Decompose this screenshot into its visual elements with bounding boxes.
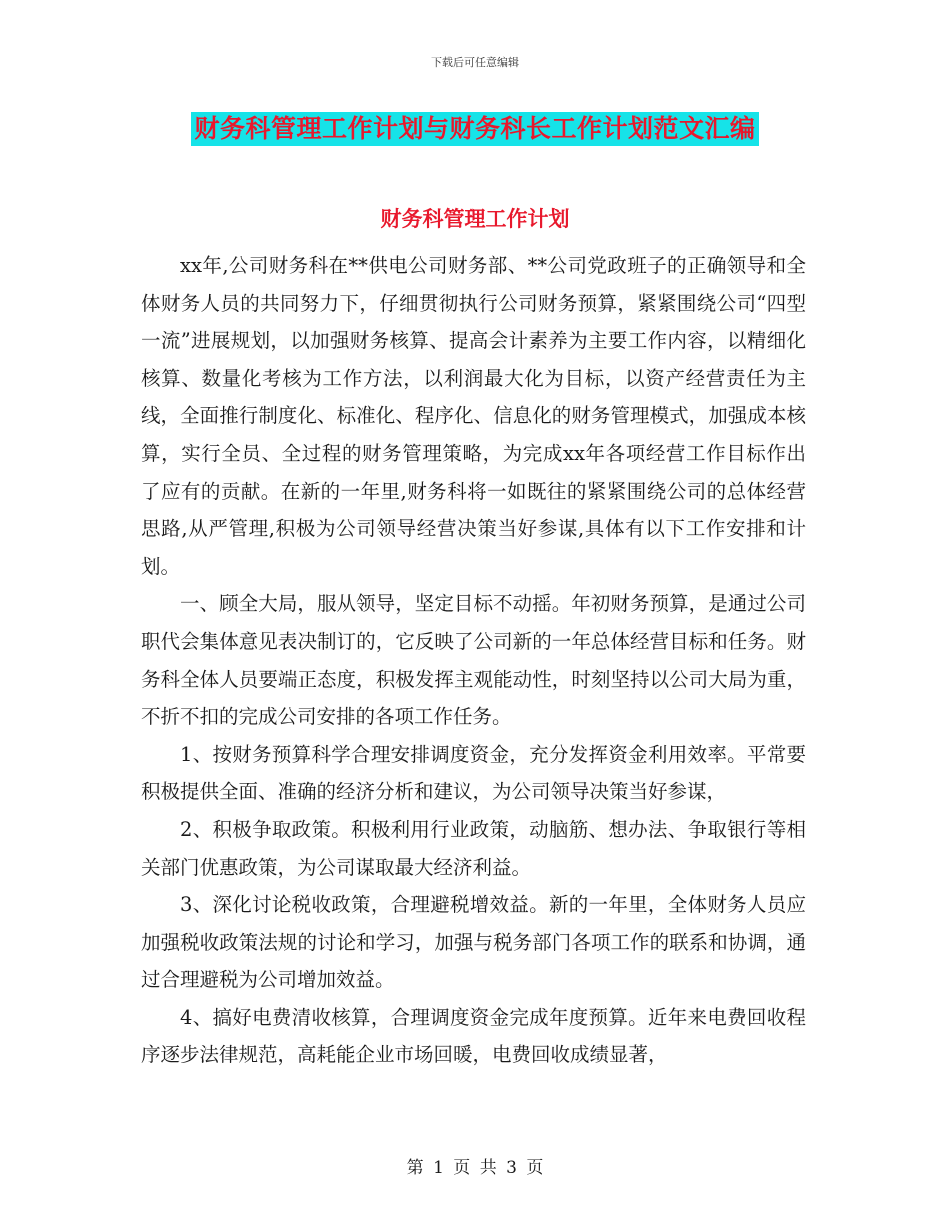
document-body bbox=[141, 247, 806, 1074]
paragraph-item-3: 3、深化讨论税收政策，合理避税增效益。新的一年里，全体财务人员应加强税收政策法规的讨论和学习，加强与税务部门各项工作的联系和协调，通过合理避税为公司增加效益。 bbox=[141, 893, 806, 992]
document-title bbox=[0, 112, 950, 146]
page-header: 下载后可任意编辑 bbox=[431, 56, 519, 69]
section-title: 财务科管理工作计划 bbox=[380, 206, 570, 231]
page-footer: 第 1 页 共 3 页 bbox=[406, 1158, 544, 1178]
paragraph-intro: xx年,公司财务科在**供电公司财务部、**公司党政班子的正确领导和全体财务人员的共同努力下，仔细贯彻执行公司财务预算，紧紧围绕公司“四型一流”进展规划，以加强财务核算、提高会计素养为主要工作内容，以精细化核算、数量化考核为工作方法，以利润最大化为目标，以资产经营责任为主线，全面推行制度化、标准化、程序化、信息化的财务管理模式，加强成本核算，实行全员、全过程的财务管理策略，为完成xx年各项经营工作目标作出了应有的贡献。在新的一年里,财务科将一如既往的紧紧围绕公司的总体经营思路,从严管理,积极为公司领导经营决策当好参谋,具体有以下工作安排和计划。 bbox=[141, 254, 806, 578]
paragraph-item-4: 4、搞好电费清收核算，合理调度资金完成年度预算。近年来电费回收程序逐步法律规范，高耗能企业市场回暖，电费回收成绩显著， bbox=[141, 1005, 806, 1067]
paragraph-item-2: 2、积极争取政策。积极利用行业政策，动脑筋、想办法、争取银行等相关部门优惠政策，为公司谋取最大经济利益。 bbox=[141, 817, 806, 879]
paragraph-item-1: 1、按财务预算科学合理安排调度资金，充分发挥资金利用效率。平常要积极提供全面、准确的经济分析和建议，为公司领导决策当好参谋， bbox=[141, 742, 806, 804]
document-title-text: 财务科管理工作计划与财务科长工作计划范文汇编 bbox=[191, 112, 758, 146]
paragraph-item-general: 一、顾全大局，服从领导，坚定目标不动摇。年初财务预算，是通过公司职代会集体意见表决制订的，它反映了公司新的一年总体经营目标和任务。财务科全体人员要端正态度，积极发挥主观能动性，时刻坚持以公司大局为重，不折不扣的完成公司安排的各项工作任务。 bbox=[141, 592, 806, 729]
